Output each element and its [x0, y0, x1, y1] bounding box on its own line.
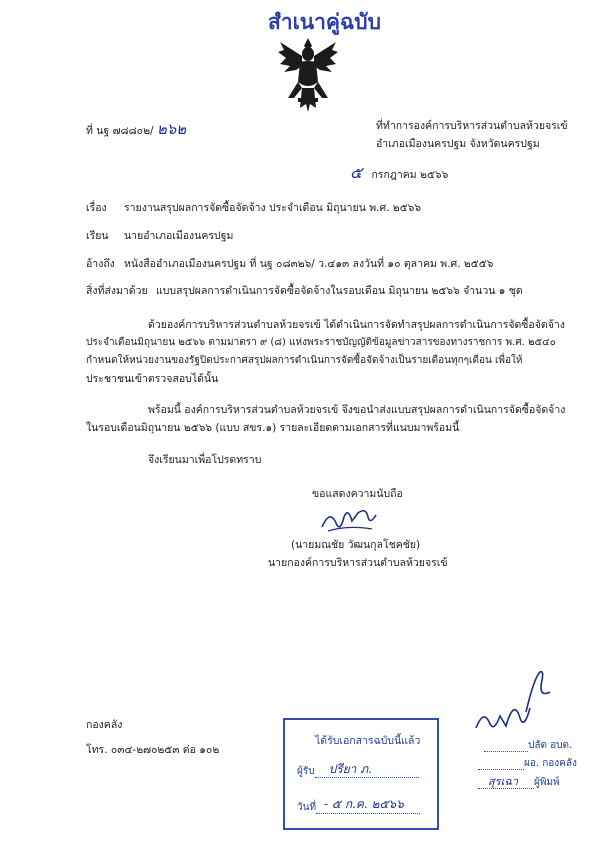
body-para1-line2: ประจำเดือนมิถุนายน ๒๕๖๖ ตามมาตรา ๙ (๘) แห่งพระราชบัญญัติข้อมูลข่าวสารของทางราชการ พ.ศ. ๒๕๔๐ — [86, 337, 556, 348]
body-para2-line1: พร้อมนี้ องค์การบริหารส่วนตำบลห้วยจรเข้ จึงขอนำส่งแบบสรุปผลการดำเนินการจัดซื้อจัดจ้าง — [148, 404, 566, 416]
doc-number-prefix: ที่ นฐ ๗๘๘๐๒/ — [86, 125, 154, 137]
initials-line2-label: ผอ. กองคลัง — [524, 758, 577, 769]
body-para1-line3: กำหนดให้หน่วยงานของรัฐปิดประกาศสรุปผลการดำเนินการจัดซื้อจัดจ้างเป็นรายเดือนทุกๆเดือน เพื่อให้ — [86, 355, 523, 366]
to-label: เรียน — [86, 230, 109, 242]
enclosure-value: แบบสรุปผลการดำเนินการจัดซื้อจัดจ้างในรอบเดือน มิถุนายน ๒๕๖๖ จำนวน ๑ ชุด — [156, 285, 523, 297]
subject-label: เรื่อง — [86, 202, 107, 214]
initials-line3 — [478, 775, 560, 790]
receipt-stamp-title: ได้รับเอกสารฉบับนี้แล้ว — [315, 735, 421, 747]
initials-scribble — [470, 668, 560, 738]
to-value: นายอำเภอเมืองนครปฐม — [124, 230, 234, 242]
subject-value: รายงานสรุปผลการจัดซื้อจัดจ้าง ประจำเดือน มิถุนายน พ.ศ. ๒๕๖๖ — [124, 202, 422, 214]
copy-stamp: สำเนาคู่ฉบับ — [268, 10, 381, 34]
issuer-line2: อำเภอเมืองนครปฐม จังหวัดนครปฐม — [376, 138, 540, 150]
receipt-receiver-value: ปรียา ภ. — [328, 762, 372, 776]
reference-label: อ้างถึง — [86, 258, 115, 270]
signature-scribble — [318, 505, 380, 535]
issuer-line1: ที่ทำการองค์การบริหารส่วนตำบลห้วยจรเข้ — [376, 120, 568, 132]
garuda-emblem — [276, 36, 340, 116]
receipt-receiver-row — [297, 764, 419, 779]
footer-division: กองคลัง — [86, 719, 123, 731]
doc-number-handwritten: ๒๖๒ — [156, 120, 187, 138]
initials-line3-label: ผู้พิมพ์ — [534, 777, 560, 788]
closing: ขอแสดงความนับถือ — [312, 488, 403, 500]
receipt-receiver-label: ผู้รับ — [297, 766, 315, 777]
doc-number — [86, 122, 186, 138]
receipt-stamp — [283, 718, 439, 830]
initials-line3-hand: สุรเฉา — [488, 775, 519, 788]
body-para1-line1: ด้วยองค์การบริหารส่วนตำบลห้วยจรเข้ ได้ดำเนินการจัดทำสรุปผลการดำเนินการจัดซื้อจัดจ้าง — [148, 319, 565, 331]
receipt-date-label: วันที่ — [297, 802, 317, 813]
footer-phone: โทร. ๐๓๔-๒๗๐๒๕๓ ต่อ ๑๐๒ — [86, 744, 220, 756]
body-para3: จึงเรียนมาเพื่อโปรดทราบ — [148, 454, 262, 466]
reference-value: หนังสืออำเภอเมืองนครปฐม ที่ นฐ ๐๘๓๒๖/ ว.๔๑๓ ลงวันที่ ๑๐ ตุลาคม พ.ศ. ๒๕๕๖ — [124, 258, 494, 270]
signer-name: (นายมณชัย วัฒนกุลโชคชัย) — [291, 539, 421, 551]
date-day-handwritten: ๕ — [350, 163, 363, 182]
receipt-date-value: - ๕ ก.ค. ๒๕๖๖ — [324, 797, 404, 811]
signer-title: นายกองค์การบริหารส่วนตำบลห้วยจรเข้ — [268, 557, 448, 569]
body-para2-line2: ในรอบเดือนมิถุนายน ๒๕๖๖ (แบบ สขร.๑) รายละเอียดตามเอกสารที่แนบมาพร้อมนี้ — [86, 422, 460, 434]
initials-line2 — [478, 756, 577, 771]
initials-line1-label: ปลัด อบต. — [528, 740, 573, 751]
body-para1-line4: ประชาชนเข้าตรวจสอบได้นั้น — [86, 373, 219, 385]
initials-line1 — [484, 738, 572, 753]
date-rest: กรกฎาคม ๒๕๖๖ — [371, 169, 449, 181]
receipt-date-row — [297, 797, 420, 815]
letter-date — [350, 163, 449, 182]
enclosure-label: สิ่งที่ส่งมาด้วย — [86, 285, 148, 297]
